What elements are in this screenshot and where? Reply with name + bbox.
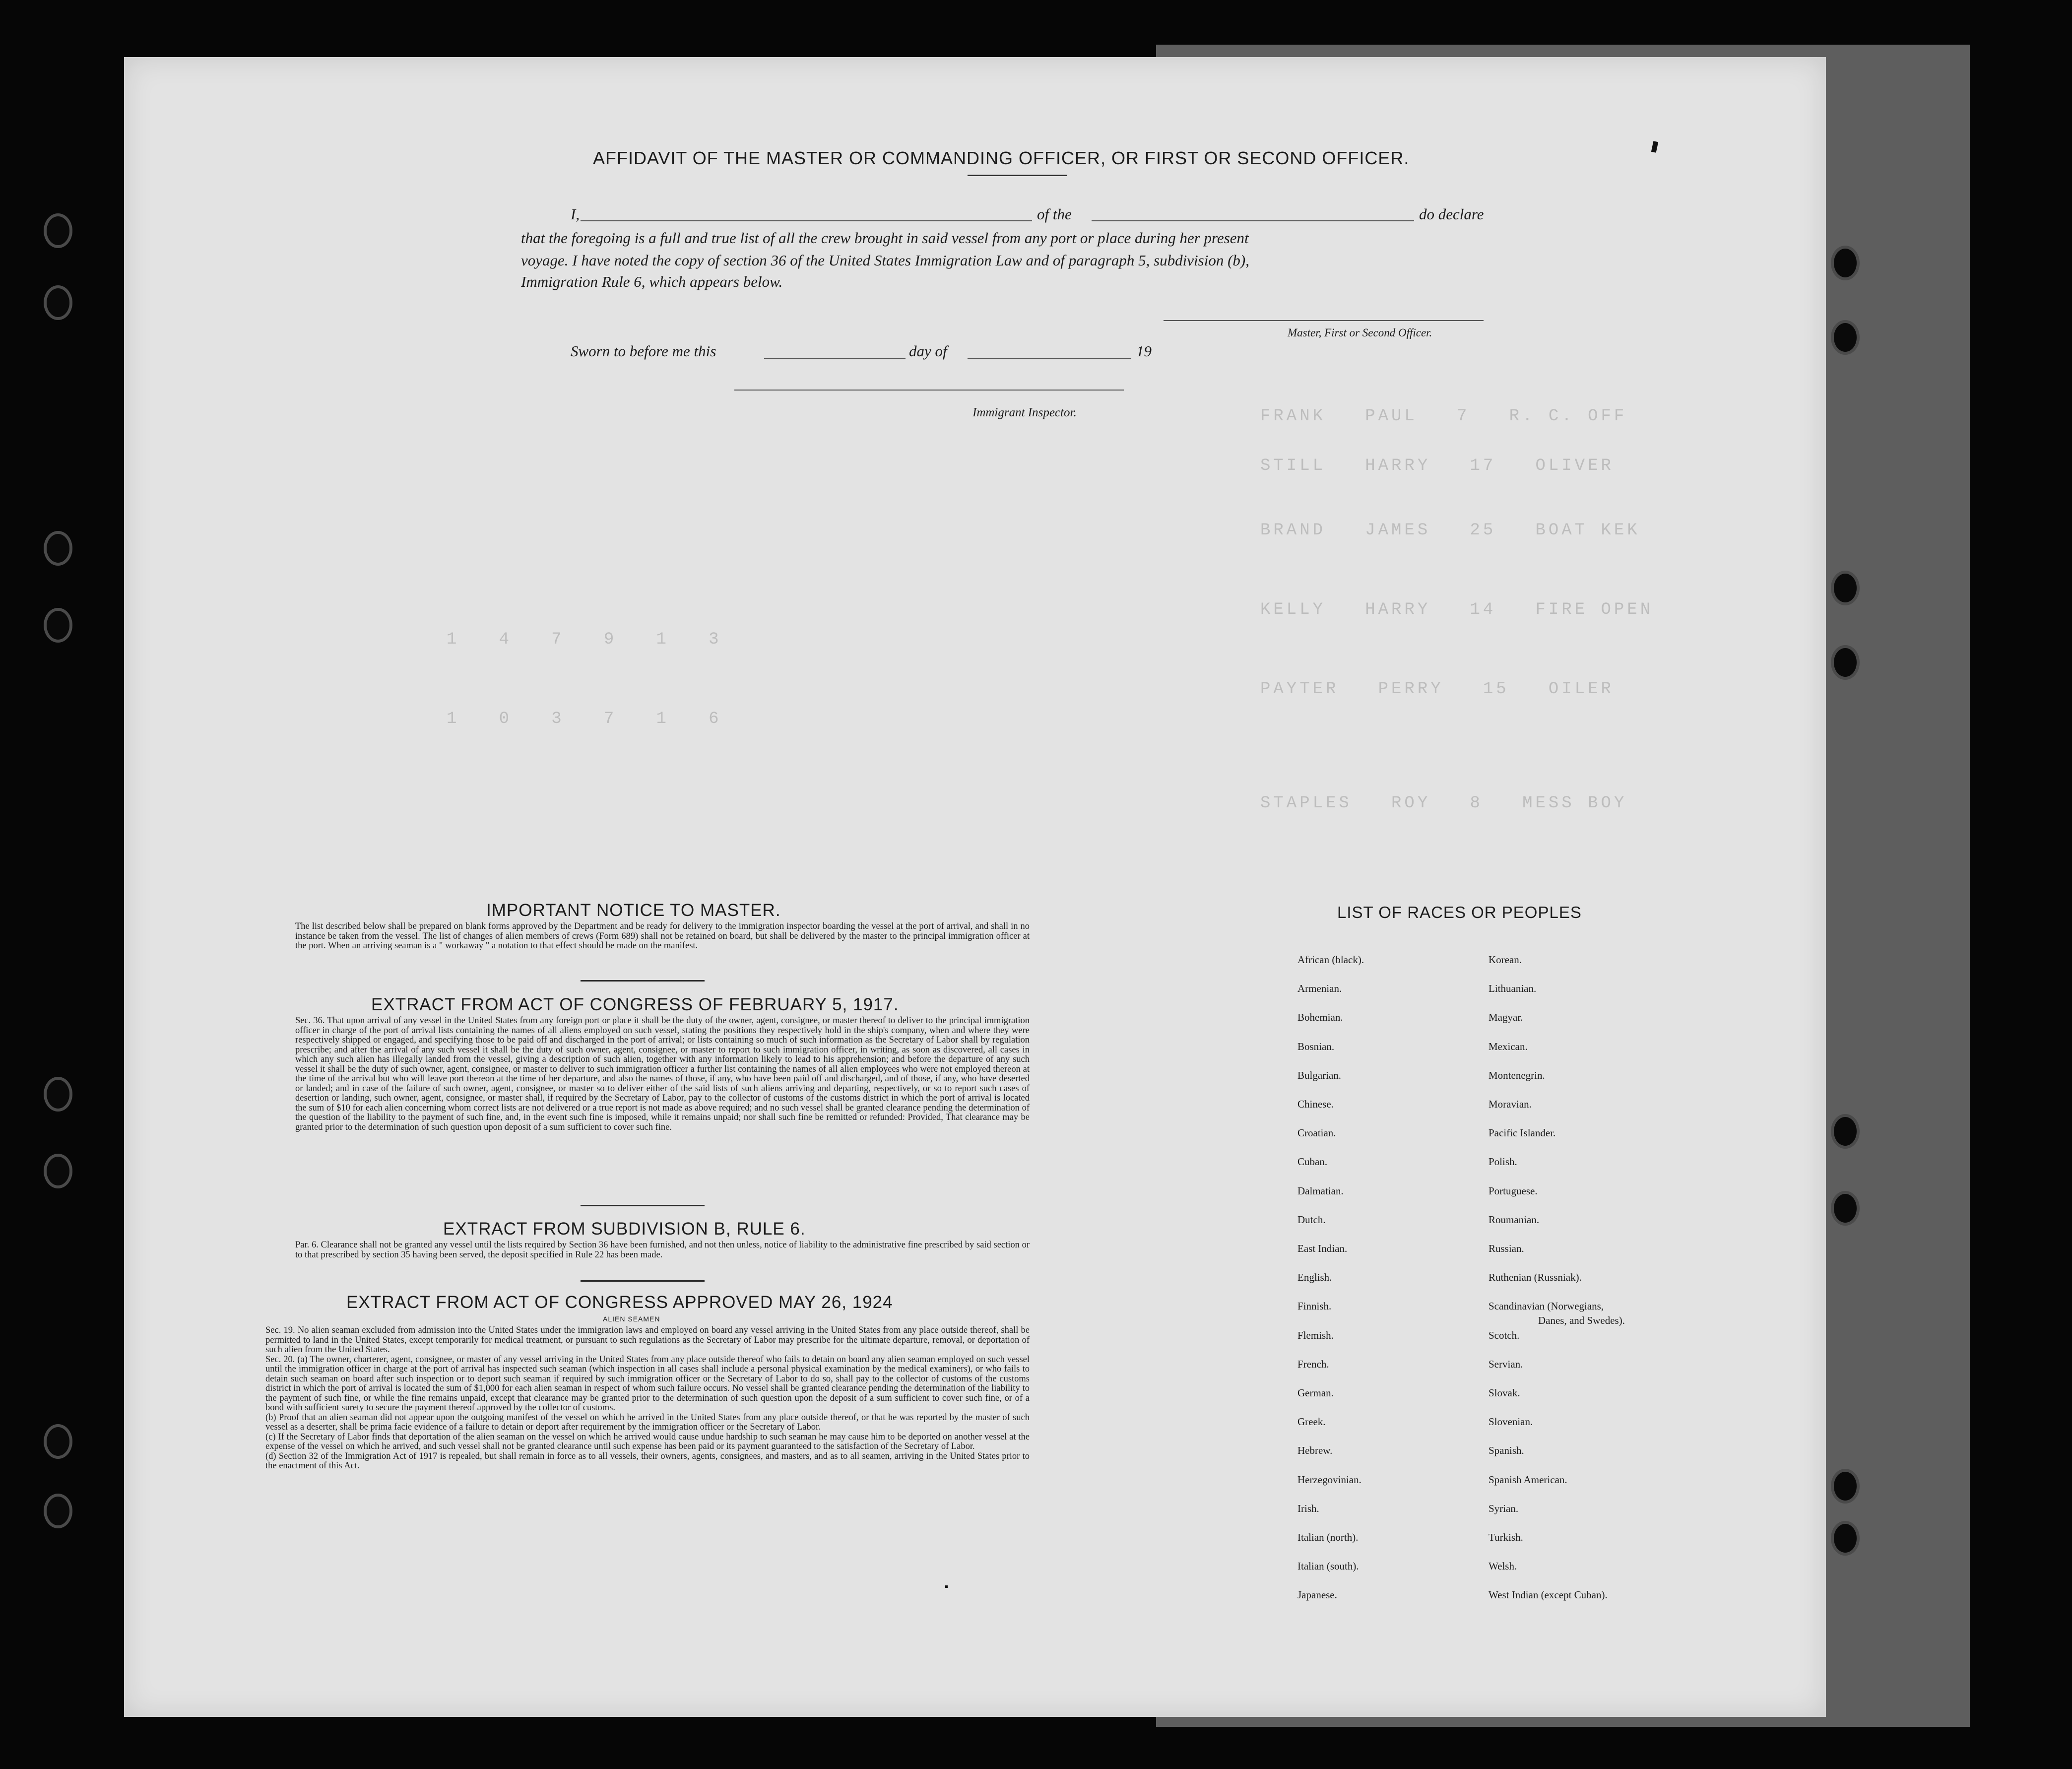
race-left-item: Armenian. [1297, 983, 1342, 995]
race-right-item: Welsh. [1489, 1560, 1517, 1572]
bleed-through-5: PAYTER PERRY 15 OILER [1260, 680, 1614, 699]
bleed-through-1: FRANK PAUL 7 R. C. OFF [1260, 407, 1627, 426]
race-right-item: Roumanian. [1489, 1213, 1540, 1226]
binder-hole-right-6 [1831, 1191, 1860, 1226]
race-left-item: Bosnian. [1297, 1040, 1335, 1052]
race-right-item: Magyar. [1489, 1011, 1523, 1024]
race-right-item: Ruthenian (Russniak). [1489, 1271, 1582, 1284]
extract-rule6-text: Par. 6. Clearance shall not be granted any vessel until the lists required by Section 36 have been furnished, and not then unless, notice of liability to the administrative fine prescribed by said section or to that prescribed by section 35 having been served, the deposit specified in Rule 22 has been made. [295, 1240, 1030, 1260]
binder-hole-right-5 [1831, 1114, 1860, 1149]
race-right-item: Scandinavian (Norwegians, [1489, 1300, 1604, 1312]
binder-hole-right-3 [1831, 571, 1860, 605]
extract-1917-divider [581, 1205, 705, 1206]
race-right-item: Servian. [1489, 1358, 1523, 1370]
bleed-through-2: STILL HARRY 17 OLIVER [1260, 457, 1614, 475]
race-left-item: Greek. [1297, 1416, 1326, 1428]
binder-hole-left-2 [44, 285, 72, 320]
binder-hole-right-4 [1831, 645, 1860, 680]
extract-1924-text: Sec. 19. No alien seaman excluded from admission into the United States under the immigration laws and employed on board any vessel arriving in the United States from any place outside thereof, shall be permitted to land in the United States, except temporarily for medical treatment, or pursuant to such regulations as the Secretary of Labor may prescribe for the ultimate departure, removal, or deportation of such alien from the United States. Sec. 20. (a) The owner, charterer, agent, consignee, or master of any vessel arriving in the United States from any place outside thereof who fails to detain on board any alien seaman employed on such vessel until the immigration officer in charge at the port of arrival has inspected such seaman (which inspection in all cases shall include a personal physical examination by the medical examiners), or who fails to detain such seaman on board after such inspection or to deport such seaman if required by such immigration officer or the Secretary of Labor to do so, shall pay to the collector of customs of the customs district in which the port of arrival is located the sum of $1,000 for each alien seaman in respect of whom such failure occurs. No vessel shall be granted clearance pending the determination of the liability to the payment of such fine, or while the fine remains unpaid, except that clearance may be granted prior to the determination of such question upon the deposit of a sum sufficient to cover such fine, or of a bond with sufficient surety to secure the payment thereof approved by the collector of customs. (b) Proof that an alien seaman did not appear upon the outgoing manifest of the vessel on which he arrived in the United States from any place outside thereof, or that he was reported by the master of such vessel as a deserter, shall be prima facie evidence of a failure to detain or deport after requirement by the immigration officer or the Secretary of Labor. (c) If the Secretary of Labor finds that deportation of the alien seaman on the vessel on which he arrived would cause undue hardship to such seaman he may cause him to be deported on another vessel at the expense of the vessel on which he arrived, and such vessel shall not be granted clearance until such expense has been paid or its payment guaranteed to the satisfaction of the Secretary of Labor. (d) Section 32 of the Immigration Act of 1917 is repealed, but shall remain in force as to all vessels, their owners, agents, consignees, and masters, and as to all seamen, arriving in the United States prior to the enactment of this Act. [265, 1325, 1030, 1471]
bleed-through-3: BRAND JAMES 25 BOAT KEK [1260, 521, 1640, 540]
race-left-item: Dalmatian. [1297, 1184, 1344, 1197]
race-left-item: Italian (south). [1297, 1560, 1359, 1572]
race-right-item: Syrian. [1489, 1502, 1519, 1514]
binder-hole-left-7 [44, 1424, 72, 1459]
extract-1924-title: EXTRACT FROM ACT OF CONGRESS APPROVED MAY 26, 1924 [346, 1293, 893, 1312]
race-left-item: Herzegovinian. [1297, 1473, 1361, 1486]
race-left-item: Flemish. [1297, 1329, 1334, 1341]
affidavit-name-blank[interactable] [581, 220, 1032, 221]
sworn-day-blank[interactable] [764, 358, 906, 359]
race-right-item: Portuguese. [1489, 1184, 1538, 1197]
affidavit-line-4: Immigration Rule 6, which appears below. [521, 273, 783, 290]
race-left-item: Finnish. [1297, 1300, 1332, 1312]
affidavit-vessel-blank[interactable] [1092, 220, 1414, 221]
race-right-item: Turkish. [1489, 1531, 1523, 1543]
binder-hole-right-7 [1831, 1469, 1860, 1504]
race-left-item: English. [1297, 1271, 1332, 1284]
race-left-item: Italian (north). [1297, 1531, 1359, 1543]
sworn-prefix: Sworn to before me this [571, 342, 716, 360]
race-left-item: African (black). [1297, 954, 1364, 966]
bleed-through-4: KELLY HARRY 14 FIRE OPEN [1260, 600, 1654, 619]
race-right-item: Moravian. [1489, 1098, 1532, 1110]
race-right-item: Pacific Islander. [1489, 1127, 1556, 1139]
race-right-item: Montenegrin. [1489, 1069, 1545, 1081]
race-left-item: Hebrew. [1297, 1444, 1333, 1457]
sworn-year-label: 19 [1136, 342, 1152, 360]
race-right-item: Scotch. [1489, 1329, 1520, 1341]
extract-rule6-title: EXTRACT FROM SUBDIVISION B, RULE 6. [443, 1219, 806, 1239]
race-right-item: Korean. [1489, 954, 1522, 966]
binder-hole-left-3 [44, 531, 72, 566]
race-left-item: Croatian. [1297, 1127, 1336, 1139]
extract-1924-subtitle: ALIEN SEAMEN [603, 1315, 660, 1323]
inspector-signature-line[interactable] [734, 390, 1124, 391]
inspector-caption: Immigrant Inspector. [972, 406, 1077, 419]
race-left-item: East Indian. [1297, 1243, 1348, 1254]
binder-hole-right-2 [1831, 320, 1860, 355]
race-left-item: Irish. [1297, 1502, 1319, 1514]
binder-hole-left-5 [44, 1077, 72, 1112]
bleed-through-7: 1 4 7 9 1 3 [447, 630, 722, 649]
affidavit-i-label: I, [571, 205, 580, 223]
race-right-item: Russian. [1489, 1243, 1524, 1254]
affidavit-title: AFFIDAVIT OF THE MASTER OR COMMANDING OFFICER, OR FIRST OR SECOND OFFICER. [593, 148, 1410, 168]
race-right-item: Spanish. [1489, 1444, 1524, 1457]
affidavit-line-2: that the foregoing is a full and true list of all the crew brought in said vessel from any port or place during her present [521, 229, 1249, 247]
bleed-through-6: STAPLES ROY 8 MESS BOY [1260, 794, 1627, 813]
race-left-item: Bohemian. [1297, 1011, 1343, 1024]
binder-hole-left-8 [44, 1494, 72, 1528]
race-right-item: Spanish American. [1489, 1473, 1567, 1486]
race-right-item: Lithuanian. [1489, 983, 1537, 995]
race-left-item: German. [1297, 1387, 1334, 1399]
extract-1917-text: Sec. 36. That upon arrival of any vessel in the United States from any foreign port or place it shall be the duty of the owner, agent, consignee, or master thereof to deliver to the principal immigration officer in charge of the port of arrival lists containing the names of all aliens employed on such vessel, stating the positions they respectively hold in the ship's company, when and where they were respectively shipped or engaged, and specifying those to be paid off and discharged in the port of arrival; or lists containing so much of such information as the Secretary of Labor shall by regulation prescribe; and after the arrival of any such vessel it shall be the duty of such owner, agent, consignee, or master to report to such immigration officer, in writing, as soon as discovered, all cases in which any such alien has illegally landed from the vessel, giving a description of such alien, together with any information likely to lead to his apprehension; and before the departure of any such vessel it shall be the duty of such owner, agent, consignee, or master to deliver to such immigration officer a further list containing the names of all alien employees who were not employed thereon at the time of the arrival but who will leave port thereon at the time of her departure, and also the names of those, if any, who have been paid off and discharged, and of those, if any, who have deserted or landed; and in case of the failure of such owner, agent, consignee, or master so to deliver either of the said lists of such aliens arriving and departing, respectively, or so to report such cases of desertion or landing, such owner, agent, consignee, or master shall, if required by the Secretary of Labor, pay to the collector of customs of the customs district in which the port of arrival is located the sum of $10 for each alien concerning whom correct lists are not delivered or a true report is not made as above required; and no such vessel shall be granted clearance pending the determination of the question of the liability to the payment of such fine, and, in the event such fine is imposed, while it remains unpaid; nor shall such fine be remitted or refunded: Provided, That clearance may be granted prior to the determination of such question upon deposit of a sum sufficient to cover such fine. [295, 1016, 1030, 1132]
binder-hole-left-1 [44, 213, 72, 248]
race-left-item: Cuban. [1297, 1156, 1328, 1168]
signature-caption: Master, First or Second Officer. [1288, 327, 1432, 339]
binder-hole-left-4 [44, 608, 72, 643]
affidavit-declare-label: do declare [1419, 205, 1484, 223]
affidavit-title-underline [968, 175, 1067, 176]
notice-divider [581, 980, 705, 982]
binder-hole-left-6 [44, 1154, 72, 1188]
notice-title: IMPORTANT NOTICE TO MASTER. [486, 901, 781, 920]
bleed-through-8: 1 0 3 7 1 6 [447, 710, 722, 728]
notice-text: The list described below shall be prepared on blank forms approved by the Department and be ready for delivery to the immigration inspector boarding the vessel at the port of arrival, and shall in no instance be taken from the vessel. The list of changes of alien members of crews (Form 689) shall not be retained on board, but shall be delivered by the master to the principal immigration officer at the port. When an arriving seaman is a " workaway " a notation to that effect should be made on the manifest. [295, 921, 1030, 951]
race-right-item: Polish. [1489, 1156, 1517, 1168]
race-left-item: Chinese. [1297, 1098, 1334, 1110]
race-right-scandinavian-cont: Danes, and Swedes). [1538, 1314, 1625, 1326]
race-left-item: Japanese. [1297, 1589, 1337, 1601]
races-title: LIST OF RACES OR PEOPLES [1337, 903, 1582, 921]
affidavit-of-the-label: of the [1037, 205, 1072, 223]
sworn-month-blank[interactable] [968, 358, 1131, 359]
extract-1917-title: EXTRACT FROM ACT OF CONGRESS OF FEBRUARY 5, 1917. [371, 995, 899, 1014]
race-right-item: Slovak. [1489, 1387, 1520, 1399]
race-left-item: Dutch. [1297, 1213, 1326, 1226]
race-left-item: Bulgarian. [1297, 1069, 1342, 1081]
race-left-item: French. [1297, 1358, 1329, 1370]
race-right-item: Slovenian. [1489, 1416, 1533, 1428]
binder-hole-right-8 [1831, 1521, 1860, 1556]
affidavit-line-3: voyage. I have noted the copy of section 36 of the United States Immigration Law and of paragraph 5, subdivision (b), [521, 252, 1249, 269]
signature-line[interactable] [1164, 320, 1484, 321]
sworn-day-label: day of [909, 342, 947, 360]
race-right-item: Mexican. [1489, 1040, 1528, 1052]
ink-mark [945, 1585, 948, 1588]
extract-rule6-divider [581, 1280, 705, 1282]
race-right-item: West Indian (except Cuban). [1489, 1589, 1608, 1601]
binder-hole-right-1 [1831, 246, 1860, 280]
